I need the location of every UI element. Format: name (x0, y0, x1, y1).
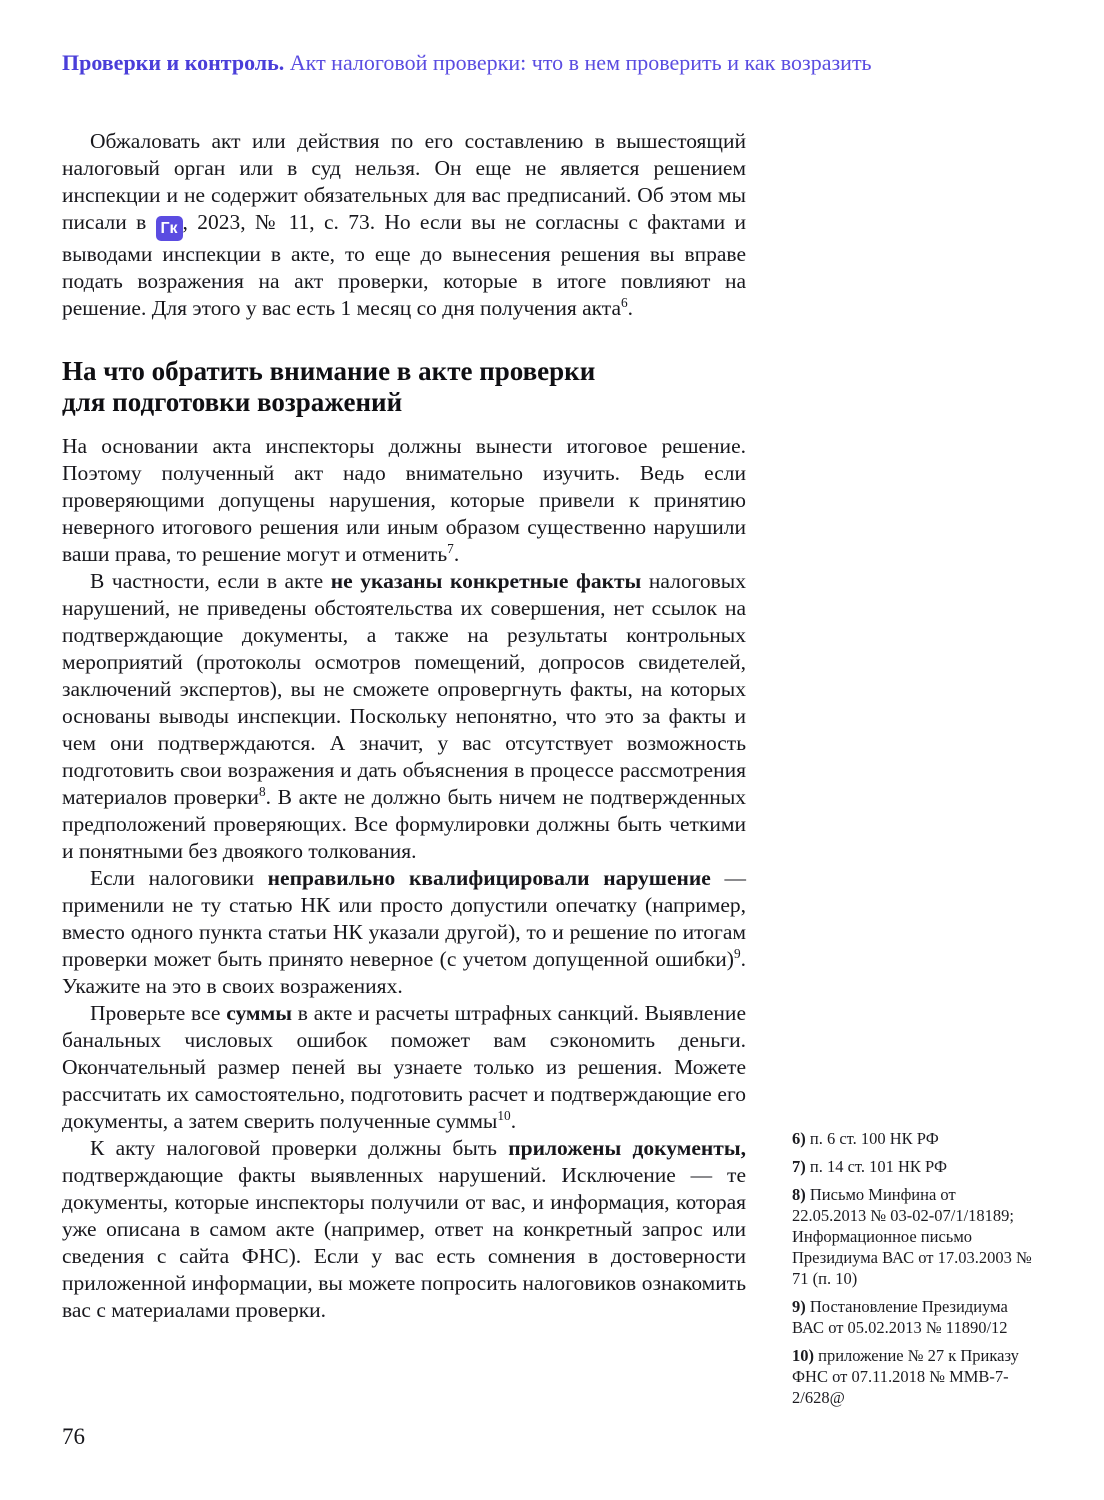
body-text: налоговых нарушений, не приведены обстоятельства их совершения, нет ссылок на подтверждающие документы, а также на результаты контрольных мероприятий (протоколы осмотров помещений, допросов свидетелей, заключений экспертов), вы не сможете опровергнуть факты, на которых основаны выводы инспекции. Поскольку непонятно, что это за факты и чем они подтверждаются. А значит, у вас отсутствует возможность подготовить свои возражения и дать объяснения в процессе рассмотрения материалов проверки (62, 569, 746, 809)
body-text: На основании акта инспекторы должны вынести итоговое решение. Поэтому полученный акт надо внимательно изучить. Ведь если проверяющими допущены нарушения, которые привели к принятию неверного итогового решения или иным образом существенно нарушили ваши права, то решение могут и отменить (62, 434, 746, 566)
footnote-item (792, 1296, 1032, 1338)
body-text-bold: приложены документы, (508, 1136, 746, 1160)
body-text: — применили не ту статью НК или просто допустили опечатку (например, вместо одного пункта статьи НК указали другой), то и решение по итогам проверки может быть принято неверное (с учетом допущенной ошибки) (62, 866, 747, 971)
footnote-item (792, 1184, 1032, 1289)
footnote-ref: 9 (733, 945, 741, 961)
section-heading-line: для подготовки возражений (62, 387, 403, 417)
footnote-text: приложение № 27 к Приказу ФНС от 07.11.2018 № ММВ-7-2/628@ (792, 1346, 1019, 1407)
footnote-text: п. 6 ст. 100 НК РФ (809, 1129, 939, 1148)
footnote-ref: 6 (621, 294, 628, 310)
page-number: 76 (62, 1424, 85, 1449)
footnote-number: 7) (792, 1157, 810, 1176)
body-text-bold: суммы (226, 1001, 292, 1025)
footnote-text: Постановление Президиума ВАС от 05.02.2013 № 11890/12 (792, 1297, 1008, 1337)
body-text: . Укажите на это в своих возражениях. (62, 947, 746, 998)
body-paragraph (62, 865, 746, 1000)
body-text: подтверждающие факты выявленных нарушений. Исключение — те документы, которые инспекторы получили от вас, и информация, которая уже описана в самом акте (например, ответ на конкретный запрос или сведения с сайта ФНС). Если у вас есть сомнения в достоверности приложенной информации, вы можете попросить налоговиков ознакомить вас с материалами проверки. (62, 1163, 746, 1322)
body-paragraph (62, 128, 746, 322)
article-title: Акт налоговой проверки: что в нем проверить и как возразить (289, 50, 872, 75)
footnote-number: 9) (792, 1297, 810, 1316)
body-text: Проверьте все (90, 1001, 227, 1025)
body-text: В частности, если в акте (90, 569, 331, 593)
footnote-ref: 8 (258, 783, 266, 799)
body-text: в акте и расчеты штрафных санкций. Выявление банальных числовых ошибок поможет вам сэкономить деньги. Окончательный размер пеней вы узнаете только из решения. Можете рассчитать их самостоятельно, подготовить расчет и подтверждающие его документы, а затем сверить полученные суммы (62, 1001, 746, 1133)
footnote-text: п. 14 ст. 101 НК РФ (809, 1157, 947, 1176)
footnote-number: 6) (792, 1129, 810, 1148)
body-text: . В акте не должно быть ничем не подтвержденных предположений проверяющих. Все формулировки должны быть четкими и понятными без двоякого толкования. (62, 785, 747, 863)
footnote-item (792, 1128, 1032, 1149)
footnote-item (792, 1345, 1032, 1408)
section-heading-line: На что обратить внимание в акте проверки (62, 356, 596, 386)
body-paragraph (62, 568, 746, 865)
body-text: К акту налоговой проверки должны быть (90, 1136, 509, 1160)
body-text: . (510, 1109, 517, 1133)
footnote-ref: 7 (447, 540, 454, 556)
body-paragraph (62, 433, 746, 568)
rubric-title: Проверки и контроль. (62, 50, 285, 75)
footnote-ref: 10 (497, 1107, 511, 1123)
body-text: , 2023, № 11, с. 73. Но если вы не согласны с фактами и выводами инспекции в акте, то еще до вынесения решения вы вправе подать возражения на акт проверки, которые в итоге повлияют на решение. Для этого у вас есть 1 месяц со дня получения акта (62, 210, 746, 320)
section-heading (62, 356, 746, 418)
body-text: . (453, 542, 460, 566)
footnote-text: Письмо Минфина от 22.05.2013 № 03-02-07/1/18189; Информационное письмо Президиума ВАС от 17.03.2003 № 71 (п. 10) (792, 1185, 1032, 1288)
body-paragraph (62, 1000, 746, 1135)
body-text: Обжаловать акт или действия по его составлению в вышестоящий налоговый орган или в суд нельзя. Он еще не является решением инспекции и не содержит обязательных для вас предписаний. Об этом мы писали в (62, 129, 746, 234)
body-text: Если налоговики (90, 866, 268, 890)
body-paragraph (62, 1135, 746, 1324)
footnote-item (792, 1156, 1032, 1177)
running-head (62, 50, 1042, 76)
article-body (62, 128, 746, 1324)
body-text-bold: неправильно квалифицировали нарушение (267, 866, 711, 890)
footnote-number: 10) (792, 1346, 819, 1365)
gk-magazine-icon: Гк (156, 216, 183, 241)
body-text: . (627, 296, 634, 320)
footnotes-sidebar (792, 1128, 1032, 1415)
body-text-bold: не указаны конкретные факты (330, 569, 642, 593)
footnote-number: 8) (792, 1185, 810, 1204)
